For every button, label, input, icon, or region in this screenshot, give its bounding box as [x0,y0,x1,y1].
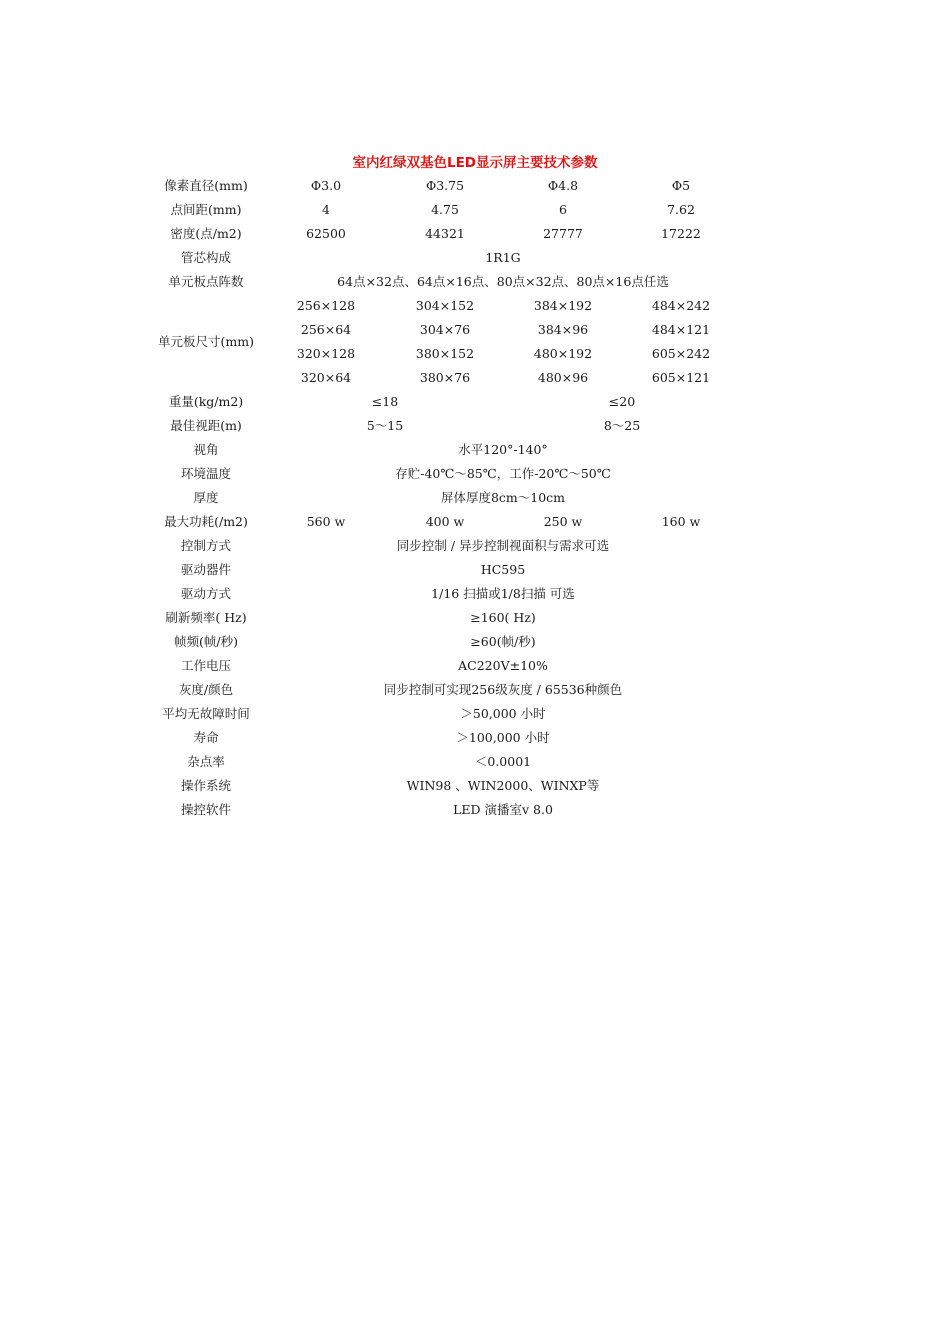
spec-value: 400 w [425,514,465,529]
spec-label: 单元板点阵数 [168,274,244,289]
spec-row-frame-rate [0,630,950,654]
spec-row-unit-matrix [0,270,950,294]
spec-value: ≤18 [371,394,399,409]
spec-value: 27777 [543,226,583,241]
spec-label: 密度(点/m2) [170,226,242,241]
spec-value: 484×121 [651,322,711,337]
spec-value: 62500 [306,226,346,241]
spec-label: 最大功耗(/m2) [164,514,248,529]
spec-label: 灰度/颜色 [178,682,234,697]
spec-value: 304×76 [419,322,471,337]
spec-value: WIN98 、WIN2000、WINXP等 [406,778,600,793]
spec-row-software [0,798,950,822]
spec-row-temperature [0,462,950,486]
spec-row-tube [0,246,950,270]
spec-value: Φ3.75 [425,178,465,193]
spec-label: 厚度 [193,490,219,505]
spec-value: ≤20 [608,394,636,409]
spec-value: LED 演播室v 8.0 [453,802,553,817]
spec-value: 1R1G [485,250,521,265]
spec-label: 帧频(帧/秒) [174,634,238,649]
spec-row-weight [0,390,950,414]
spec-value: 605×242 [651,346,711,361]
spec-value: 4 [322,202,330,217]
spec-value: 256×64 [300,322,352,337]
spec-value: 320×128 [296,346,356,361]
spec-value: 44321 [425,226,465,241]
spec-value: 4.75 [431,202,459,217]
spec-row-unit-size-4 [0,366,950,390]
spec-value: ≥160( Hz) [470,610,536,625]
spec-value: 屏体厚度8cm～10cm [440,490,566,505]
spec-label: 环境温度 [180,466,231,481]
spec-value: ＞50,000 小时 [460,706,546,721]
spec-label: 驱动方式 [180,586,231,601]
spec-label: 点间距(mm) [170,202,242,217]
spec-row-gray [0,678,950,702]
spec-row-drive-mode [0,582,950,606]
spec-label: 视角 [193,442,219,457]
spec-value: 304×152 [415,298,475,313]
spec-row-pitch [0,198,950,222]
spec-label: 操控软件 [180,802,231,817]
spec-value: 480×192 [533,346,593,361]
spec-value: 484×242 [651,298,711,313]
spec-value: Φ4.8 [547,178,579,193]
spec-label: 刷新频率( Hz) [165,610,247,625]
spec-value: Φ3.0 [310,178,342,193]
spec-value: 存贮-40℃～85℃，工作-20℃～50℃ [395,466,611,481]
spec-row-unit-size-3 [0,342,950,366]
spec-value: 同步控制 / 异步控制视面积与需求可选 [396,538,610,553]
spec-row-view-angle [0,438,950,462]
spec-value: 560 w [306,514,346,529]
spec-label: 寿命 [193,730,219,745]
spec-value: 160 w [661,514,701,529]
spec-value: 380×76 [419,370,471,385]
spec-value: 480×96 [537,370,589,385]
spec-value: Φ5 [671,178,691,193]
spec-value: AC220V±10% [458,658,548,673]
spec-value: 水平120°-140° [458,442,548,457]
spec-value: 7.62 [667,202,695,217]
spec-value: ＜0.0001 [474,754,532,769]
spec-value: ＞100,000 小时 [456,730,550,745]
spec-row-unit-size-1 [0,294,950,318]
spec-value: 256×128 [296,298,356,313]
spec-row-pixel-diameter [0,174,950,198]
spec-label: 操作系统 [180,778,231,793]
spec-label: 平均无故障时间 [162,706,250,721]
spec-value: 5～15 [366,418,404,433]
spec-value: 同步控制可实现256级灰度 / 65536种颜色 [383,682,623,697]
spec-value: 380×152 [415,346,475,361]
spec-label: 工作电压 [180,658,231,673]
spec-value: HC595 [480,562,526,577]
spec-row-mtbf [0,702,950,726]
spec-value: 17222 [661,226,701,241]
spec-value: ≥60(帧/秒) [470,634,536,649]
page-title: 室内红绿双基色LED显示屏主要技术参数 [352,155,598,171]
spec-value: 605×121 [651,370,711,385]
spec-row-control [0,534,950,558]
spec-label: 管芯构成 [180,250,231,265]
spec-label: 重量(kg/m2) [168,394,244,409]
spec-row-voltage [0,654,950,678]
spec-row-os [0,774,950,798]
spec-label-unit-size: 单元板尺寸(mm) [158,334,254,349]
spec-row-density [0,222,950,246]
spec-value: 6 [559,202,567,217]
spec-row-thickness [0,486,950,510]
spec-row-life [0,726,950,750]
spec-label: 像素直径(mm) [164,178,248,193]
spec-row-refresh [0,606,950,630]
spec-value: 384×96 [537,322,589,337]
spec-row-unit-size-2 [0,318,950,342]
spec-label: 控制方式 [180,538,231,553]
spec-value: 64点×32点、64点×16点、80点×32点、80点×16点任选 [337,274,669,289]
spec-row-noise [0,750,950,774]
spec-value: 320×64 [300,370,352,385]
spec-value: 384×192 [533,298,593,313]
spec-label: 杂点率 [187,754,225,769]
spec-value: 1/16 扫描或1/8扫描 可选 [431,586,575,601]
spec-row-view-distance [0,414,950,438]
spec-label: 驱动器件 [180,562,231,577]
spec-label: 最佳视距(m) [170,418,242,433]
spec-value: 250 w [543,514,583,529]
spec-value: 8～25 [603,418,641,433]
spec-row-driver [0,558,950,582]
spec-row-max-power [0,510,950,534]
